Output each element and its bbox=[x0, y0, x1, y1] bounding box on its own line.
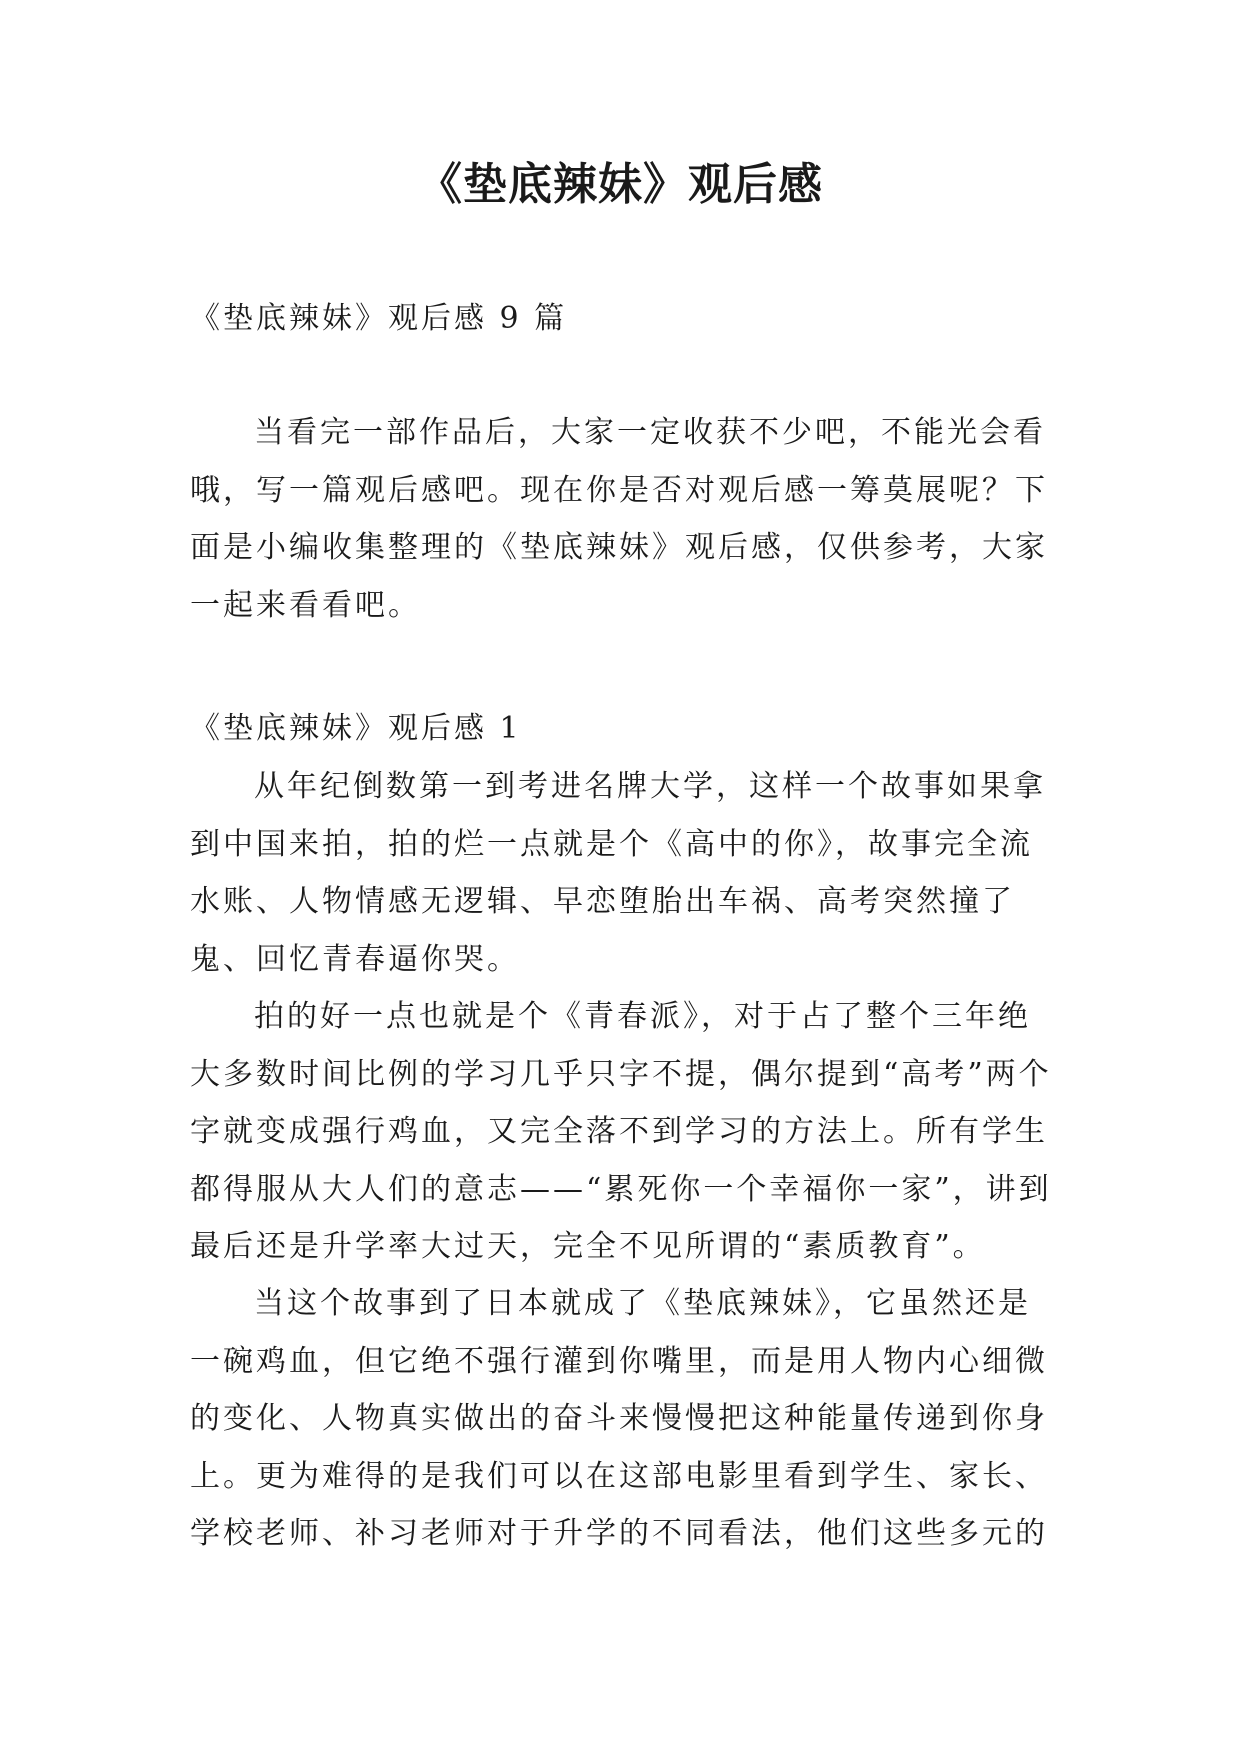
document-title: 《垫底辣妹》观后感 bbox=[418, 159, 823, 210]
section-heading: 《垫底辣妹》观后感 1 bbox=[190, 711, 522, 746]
body-paragraph-2: 拍的好一点也就是个《青春派》，对于占了整个三年绝大多数时间比例的学习几乎只字不提，偶尔提到“高考”两个字就变成强行鸡血，又完全落不到学习的方法上。所有学生都得服从大人们的意志——“累死你一个幸福你一家”，讲到最后还是升学率大过天，完全不见所谓的“素质教育”。 bbox=[190, 999, 1052, 1264]
intro-paragraph: 当看完一部作品后，大家一定收获不少吧，不能光会看哦，写一篇观后感吧。现在你是否对观后感一筹莫展呢？下面是小编收集整理的《垫底辣妹》观后感，仅供参考，大家一起来看看吧。 bbox=[190, 415, 1048, 623]
body-paragraph-1: 从年纪倒数第一到考进名牌大学，这样一个故事如果拿到中国来拍，拍的烂一点就是个《高中的你》，故事完全流水账、人物情感无逻辑、早恋堕胎出车祸、高考突然撞了鬼、回忆青春逼你哭。 bbox=[190, 769, 1046, 977]
document-subtitle: 《垫底辣妹》观后感 9 篇 bbox=[190, 301, 568, 336]
body-paragraph-3: 当这个故事到了日本就成了《垫底辣妹》，它虽然还是一碗鸡血，但它绝不强行灌到你嘴里，而是用人物内心细微的变化、人物真实做出的奋斗来慢慢把这种能量传递到你身上。更为难得的是我们可以在这部电影里看到学生、家长、学校老师、补习老师对于升学的不同看法，他们这些多元的 bbox=[190, 1286, 1048, 1551]
